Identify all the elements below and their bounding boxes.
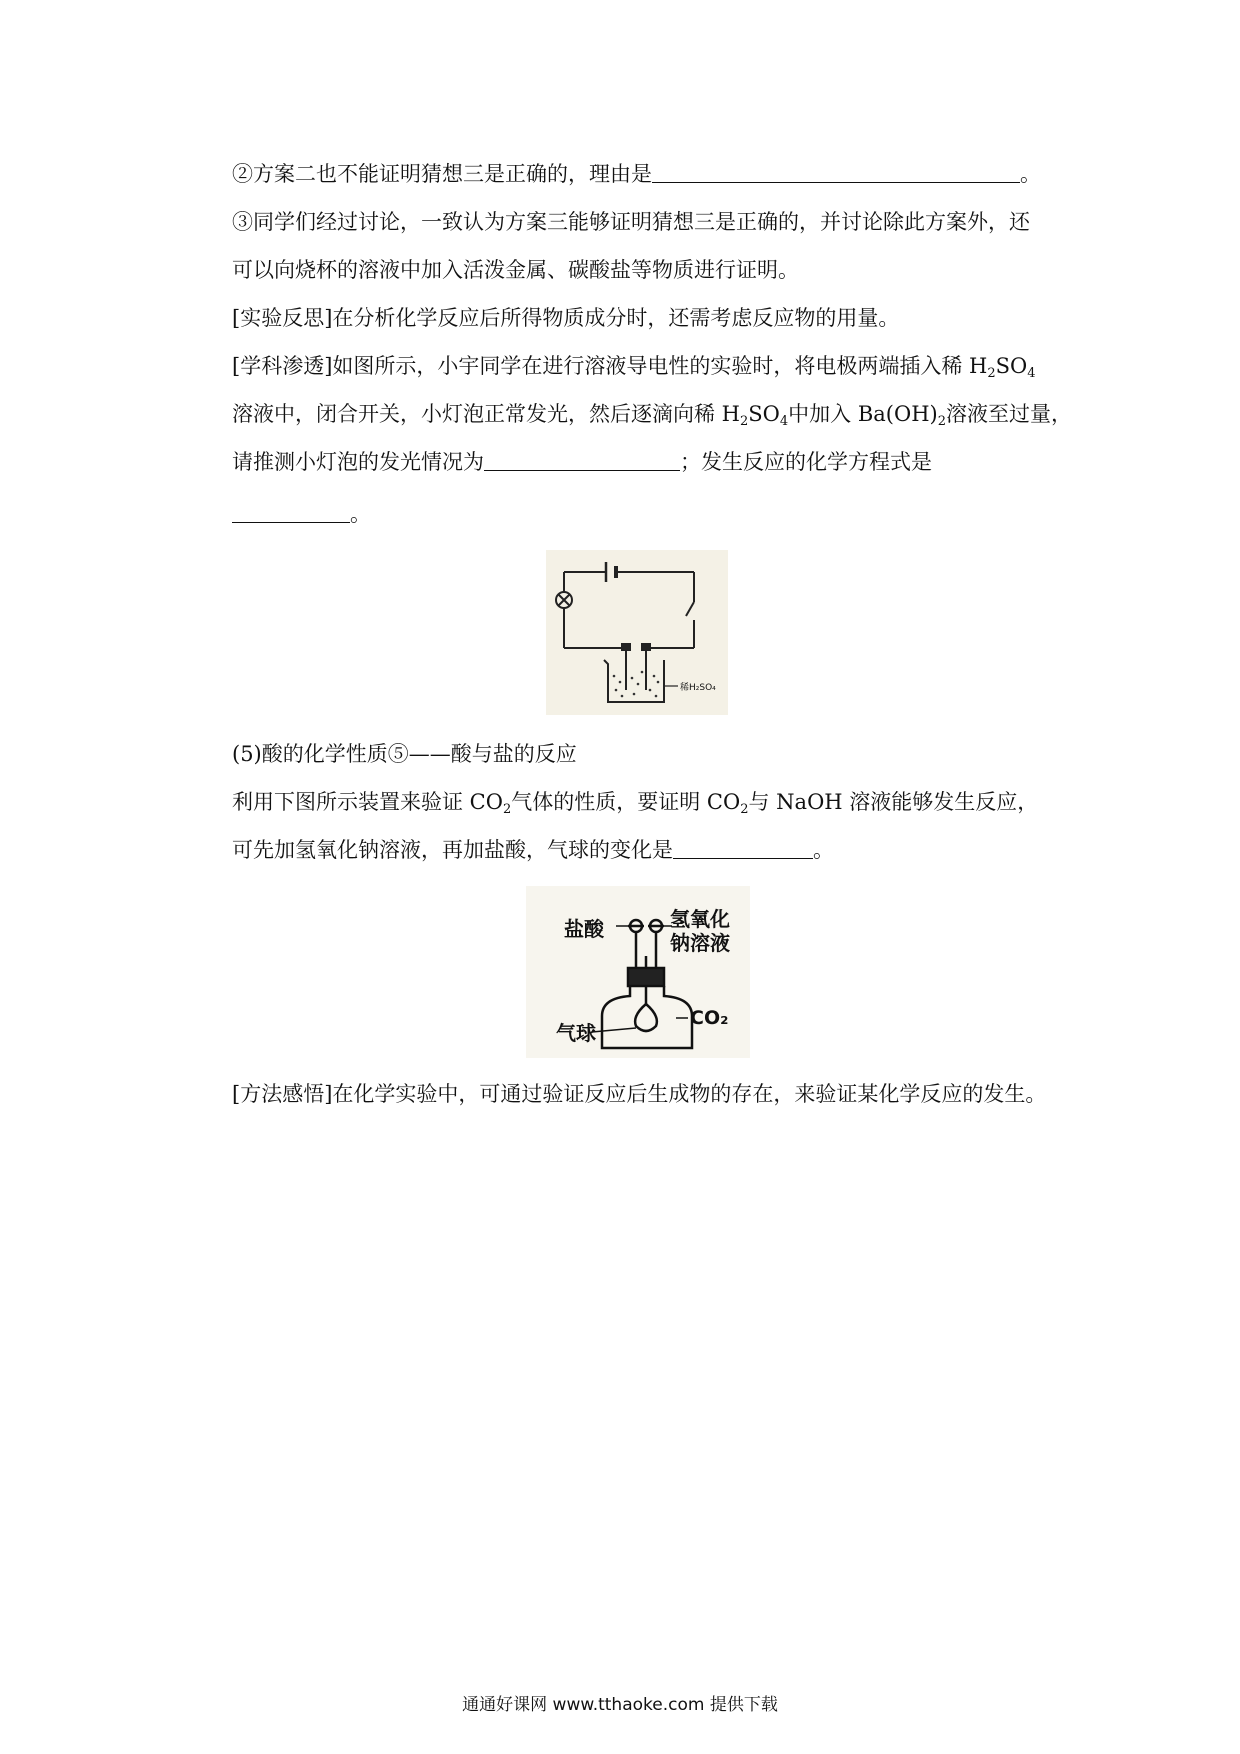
text-line-11 bbox=[232, 834, 1060, 866]
label-balloon: 气球 bbox=[556, 1021, 596, 1045]
p4-line2-a: 溶液中，闭合开关，小灯泡正常发光，然后逐滴向稀 H bbox=[232, 402, 740, 426]
p6-line1-sub1: 2 bbox=[502, 802, 512, 817]
circuit-diagram bbox=[546, 550, 728, 715]
p6-line1-c: 与 NaOH 溶液能够发生反应， bbox=[748, 790, 1039, 814]
p2-line1: ③同学们经过讨论，一致认为方案三能够证明猜想三是正确的，并讨论除此方案外，还 bbox=[232, 210, 1030, 234]
page-footer: 通通好课网 www.tthaoke.com 提供下载 bbox=[462, 1695, 778, 1715]
text-line-1 bbox=[232, 158, 1060, 190]
text-line-3 bbox=[232, 254, 1060, 286]
answer-blank-4[interactable] bbox=[673, 836, 813, 859]
p6-line2-end: 。 bbox=[813, 838, 834, 862]
p2-line2: 可以向烧杯的溶液中加入活泼金属、碳酸盐等物质进行证明。 bbox=[232, 258, 799, 282]
p7: [方法感悟]在化学实验中，可通过验证反应后生成物的存在，来验证某化学反应的发生。 bbox=[232, 1082, 1047, 1106]
p4-line3-b: ；发生反应的化学方程式是 bbox=[680, 450, 932, 474]
p1-text: ②方案二也不能证明猜想三是正确的，理由是 bbox=[232, 162, 652, 186]
answer-blank-3[interactable] bbox=[232, 500, 350, 523]
p4-line2-d: 溶液至过量， bbox=[946, 402, 1072, 426]
p4-line2-c: 中加入 Ba(OH) bbox=[788, 402, 938, 426]
beaker-label: 稀H₂SO₄ bbox=[680, 683, 716, 693]
answer-blank-2[interactable] bbox=[484, 448, 680, 471]
answer-blank-1[interactable] bbox=[652, 160, 1020, 183]
text-line-8 bbox=[232, 498, 1060, 530]
p4-line2-sub3: 2 bbox=[937, 414, 946, 429]
text-line-4 bbox=[232, 302, 1060, 334]
p6-line1-b: 气体的性质，要证明 CO bbox=[511, 790, 741, 814]
label-co2: CO₂ bbox=[690, 1007, 729, 1029]
p5: (5)酸的化学性质⑤——酸与盐的反应 bbox=[232, 742, 577, 766]
p4-line1-b: SO bbox=[995, 354, 1028, 378]
p4-line1-sub1: 2 bbox=[987, 366, 996, 381]
text-line-5 bbox=[232, 350, 1060, 382]
p4-line1-a: [学科渗透]如图所示，小宇同学在进行溶液导电性的实验时，将电极两端插入稀 H bbox=[232, 354, 988, 378]
circuit-figure bbox=[546, 550, 728, 715]
text-line-10 bbox=[232, 786, 1060, 818]
label-acid: 盐酸 bbox=[564, 917, 604, 941]
p1-end: 。 bbox=[1020, 162, 1041, 186]
p4-line2-sub2: 4 bbox=[779, 414, 789, 429]
p4-line2-b: SO bbox=[748, 402, 780, 426]
label-naoh-line1: 氢氧化 bbox=[670, 907, 730, 931]
label-naoh-line2: 钠溶液 bbox=[670, 931, 730, 955]
balloon-apparatus-diagram bbox=[526, 886, 750, 1058]
p4-line2-sub1: 2 bbox=[740, 414, 749, 429]
balloon-apparatus-figure bbox=[526, 886, 750, 1058]
text-line-12 bbox=[232, 1078, 1060, 1110]
p4-line3-a: 请推测小灯泡的发光情况为 bbox=[232, 450, 484, 474]
text-line-9 bbox=[232, 738, 1060, 770]
p3: [实验反思]在分析化学反应后所得物质成分时，还需考虑反应物的用量。 bbox=[232, 306, 900, 330]
p4-line4-end: 。 bbox=[350, 502, 371, 526]
p6-line2-a: 可先加氢氧化钠溶液，再加盐酸，气球的变化是 bbox=[232, 838, 673, 862]
text-line-7 bbox=[232, 446, 1060, 478]
text-line-6 bbox=[232, 398, 1072, 430]
p6-line1-a: 利用下图所示装置来验证 CO bbox=[232, 790, 503, 814]
text-line-2 bbox=[232, 206, 1060, 238]
p4-line1-sub2: 4 bbox=[1027, 366, 1036, 381]
p6-line1-sub2: 2 bbox=[740, 802, 749, 817]
